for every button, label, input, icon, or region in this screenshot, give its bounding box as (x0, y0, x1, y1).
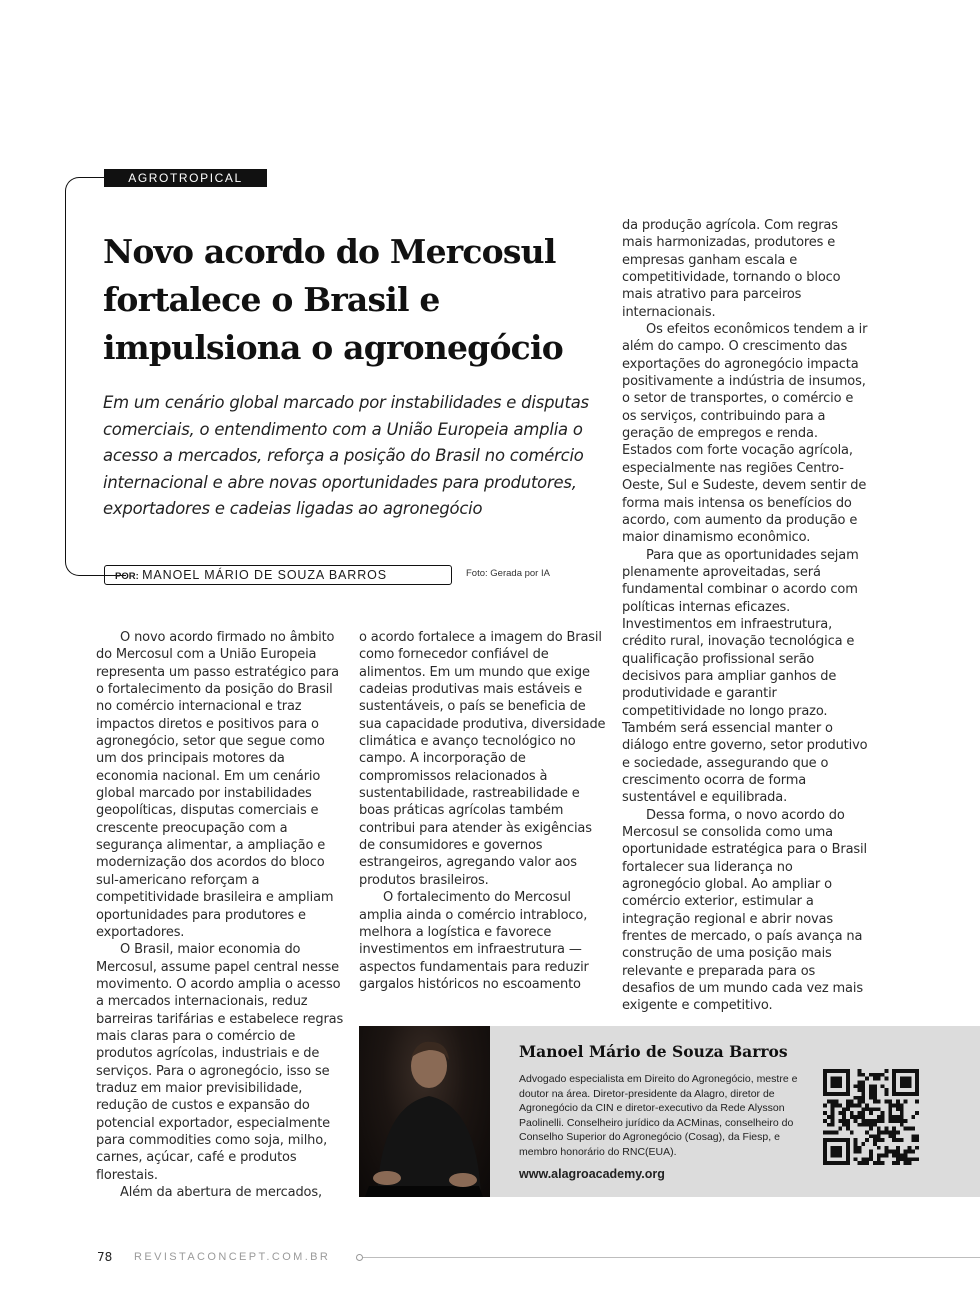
article-headline: Novo acordo do Mercosul fortalece o Brasil e impulsiona o agronegócio (103, 232, 563, 367)
footer-site: REVISTACONCEPT.COM.BR (134, 1251, 331, 1263)
paragraph: Além da abertura de mercados, (120, 1185, 322, 1200)
byline (104, 565, 452, 585)
paragraph: o acordo fortalece a imagem do Brasil como fornecedor confiável de alimentos. Em um mundo que exige cadeias produtivas mais estáveis e sustentáveis, o país se beneficia de sua capacidade produtiva, diversidade climática e avanço tecnológico no campo. A incorporação de compromissos relacionados à sustentabilidade, rastreabilidade e boas práticas agrícolas também contribui para atender às exigências de consumidores e governos estrangeiros, agregando valor aos produtos brasileiros. (359, 630, 606, 888)
article-column-2 (359, 629, 607, 993)
article-column-1 (96, 629, 344, 1201)
paragraph: Os efeitos econômicos tendem a ir além do campo. O crescimento das exportações do agronegócio impacta positivamente a indústria de insumos, o setor de transportes, o comércio e os serviços, contribuindo para a geração de empregos e renda. Estados com forte vocação agrícola, especialmente nas regiões Centro-Oeste, Sul e Sudeste, devem sentir de forma mais intensa os benefícios do acordo, com aumento da produção e maior dinamismo econômico. (622, 322, 868, 546)
paragraph: O Brasil, maior economia do Mercosul, assume papel central nesse movimento. O acordo amplia o acesso a mercados internacionais, reduz barreiras tarifárias e estabelece regras mais claras para o comércio de produtos agrícolas, industriais e de serviços. Para o agronegócio, isso se traduz em maior previsibilidade, redução de custos e expansão do potencial exportador, especialmente para commodities como soja, milho, carnes, açúcar, café e produtos florestais. (96, 942, 344, 1183)
article-column-3 (622, 217, 870, 1015)
bio-text: Advogado especialista em Direito do Agronegócio, mestre e doutor na área. Diretor-presidente da Alagro, diretor de Agronegócio da CIN e diretor-executivo da Rede Alysson Paolinelli. Conselheiro jurídico da ACMinas, conselheiro do Conselho Superior do Agronegócio (Cosag), da Fiesp, e membro honorário do RNC(EUA). (519, 1073, 798, 1158)
footer-dot (356, 1254, 363, 1261)
qr-code[interactable] (823, 1069, 919, 1165)
byline-label: POR: (115, 571, 139, 582)
article-deck: Em um cenário global marcado por instabilidades e disputas comerciais, o entendimento com a União Europeia amplia o acesso a mercados, reforça a posição do Brasil no comércio internacional e abre novas oportunidades para produtores, exportadores e cadeias ligadas ao agronegócio (103, 393, 589, 518)
paragraph: da produção agrícola. Com regras mais harmonizadas, produtores e empresas ganham escala e competitividade, tornando o bloco mais atrativo para parceiros internacionais. (622, 218, 841, 320)
paragraph: Para que as oportunidades sejam plenamente aproveitadas, será fundamental combinar o acordo com políticas internas eficazes. Investimentos em infraestrutura, crédito rural, inovação tecnológica e qualificação profissional serão decisivos para ampliar ganhos de produtividade e garantir competitividade no longo prazo. Também será essencial manter o diálogo entre governo, setor produtivo e sociedade, assegurando que o crescimento ocorra de forma sustentável e equilibrada. (622, 547, 868, 806)
photo-credit: Foto: Gerada por IA (466, 568, 550, 579)
page-number: 78 (97, 1250, 113, 1264)
paragraph: O novo acordo firmado no âmbito do Mercosul com a União Europeia representa um passo estratégico para o fortalecimento da posição do Brasil no comércio internacional e traz impactos diretos e positivos para o agronegócio, setor que segue como um dos principais motores da economia nacional. Em um cenário global marcado por instabilidades geopolíticas, disputas comerciais e crescente preocupação com a segurança alimentar, a ampliação e modernização dos acordos do bloco sul-americano reforçam a competitividade brasileira e ampliam oportunidades para produtores e exportadores. (96, 630, 339, 940)
footer-rule (360, 1257, 980, 1258)
bio-name: Manoel Mário de Souza Barros (519, 1042, 788, 1061)
paragraph: O fortalecimento do Mercosul amplia ainda o comércio intrabloco, melhora a logística e favorece investimentos em infraestrutura — aspectos fundamentais para reduzir gargalos históricos no escoamento (359, 890, 589, 992)
author-photo (359, 1026, 490, 1197)
byline-author: MANOEL MÁRIO DE SOUZA BARROS (142, 568, 388, 582)
paragraph: Dessa forma, o novo acordo do Mercosul se consolida como uma oportunidade estratégica para o Brasil fortalecer sua liderança no agronegócio global. Ao ampliar o comércio exterior, estimular a integração regional e abrir novas frentes de mercado, o país avança na construção de uma posição mais relevante e preparada para os desafios de um mundo cada vez mais exigente e competitivo. (622, 807, 867, 1014)
bio-website-link[interactable]: www.alagroacademy.org (519, 1167, 665, 1181)
section-tag: AGROTROPICAL (104, 169, 267, 187)
